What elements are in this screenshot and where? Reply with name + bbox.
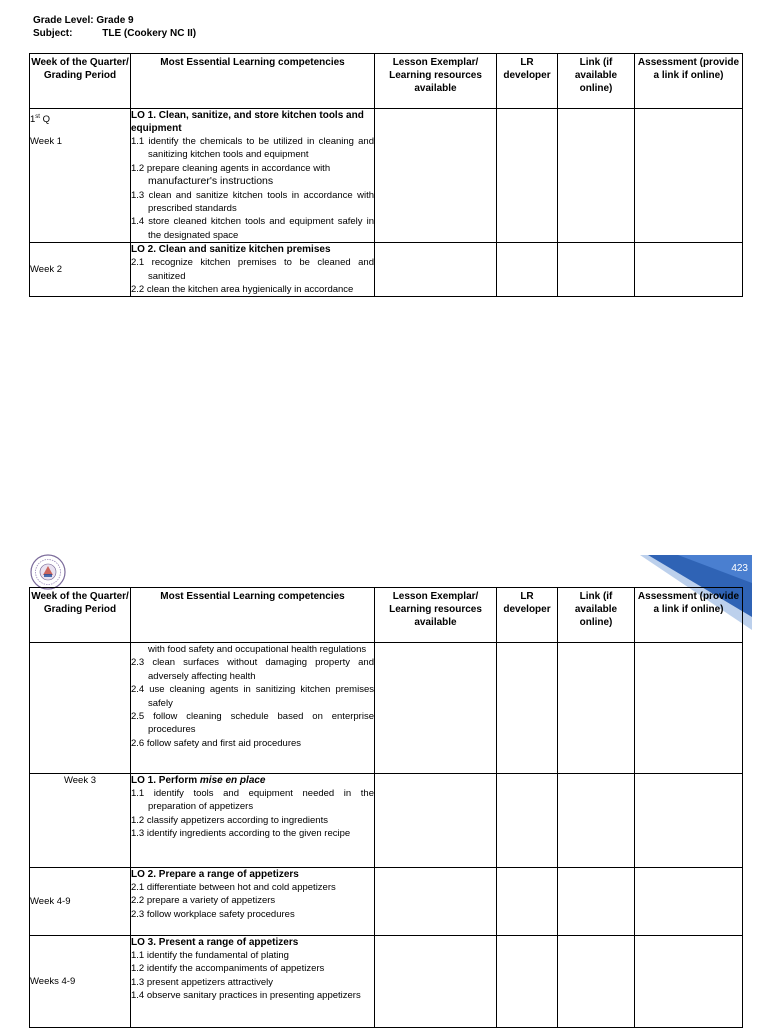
week-cell [30,243,131,297]
competency-item-cont: with food safety and occupational health regulations [148,644,367,655]
melc-table-page2 [29,587,743,1028]
lesson-cell [375,243,497,297]
competency-item: 1.4 store cleaned kitchen tools and equipment safely in the designated space [131,216,374,241]
competency-item: 2.2 clean the kitchen area hygienically in accordance [131,284,354,296]
competency-cell [131,243,375,297]
lr-developer-cell [497,109,558,243]
lr-developer-cell [497,936,558,1028]
competency-item: 2.1 recognize kitchen premises to be cleaned and sanitized [131,257,374,282]
lo-heading: LO 2. Clean and sanitize kitchen premises [131,244,331,256]
col-header-competencies: Most Essential Learning competencies [131,588,375,643]
assessment-cell [635,109,743,243]
col-header-link: Link (if available online) [558,588,635,643]
link-cell [558,868,635,936]
col-header-week: Week of the Quarter/ Grading Period [30,54,131,109]
link-cell [558,643,635,774]
lo-heading: LO 1. Clean, sanitize, and store kitchen tools and equipment [131,110,364,134]
grade-level: Grade Level: Grade 9 [33,15,134,26]
lr-developer-cell [497,243,558,297]
week-label: Week 1 [30,136,63,148]
competency-cell [131,109,375,243]
week-label: Week 2 [30,264,63,276]
assessment-cell [635,868,743,936]
competency-item: 2.3 clean surfaces without damaging property and adversely affecting health [131,657,374,682]
competency-item: 2.4 use cleaning agents in sanitizing kitchen premises safely [131,684,374,709]
competency-item: 1.2 prepare cleaning agents in accordance with [131,162,331,174]
assessment-cell [635,936,743,1028]
competency-item: 1.3 identify ingredients according to the given recipe [131,828,351,840]
quarter-label: 1st Q [30,114,50,126]
week-label: Week 4-9 [30,896,71,907]
week-cell [30,936,131,1028]
deped-seal-icon [30,554,66,590]
subject-line [33,27,196,40]
assessment-cell [635,643,743,774]
link-cell [558,936,635,1028]
lr-developer-cell [497,868,558,936]
table-row [30,868,743,936]
competency-item: 1.1 identify the chemicals to be utilized in cleaning and sanitizing kitchen tools and equipment [131,136,374,161]
subject-label: Subject: [33,28,73,39]
competency-cell [131,936,375,1028]
table-row [30,774,743,868]
competency-item: 1.3 clean and sanitize kitchen tools in accordance with prescribed standards [131,189,374,215]
lesson-cell [375,936,497,1028]
table-row [30,243,743,297]
table-row [30,643,743,774]
col-header-assessment: Assessment (provide a link if online) [635,54,743,109]
week-cell [30,643,131,774]
table-row [30,936,743,1028]
link-cell [558,774,635,868]
page-number: 423 [731,563,748,574]
week-cell [30,868,131,936]
competency-item: 1.2 identify the accompaniments of appetizers [131,963,325,975]
lesson-cell [375,109,497,243]
header-row [30,54,743,109]
lo-heading: LO 3. Present a range of appetizers [131,937,299,948]
competency-item: 2.1 differentiate between hot and cold appetizers [131,882,336,893]
week-cell [30,774,131,868]
lesson-cell [375,774,497,868]
lr-developer-cell [497,774,558,868]
link-cell [558,109,635,243]
competency-cell [131,868,375,936]
col-header-lesson: Lesson Exemplar/ Learning resources available [375,54,497,109]
competency-cell [131,774,375,868]
competency-item: 2.5 follow cleaning schedule based on enterprise procedures [131,711,374,736]
table-row [30,109,743,243]
col-header-competencies: Most Essential Learning competencies [131,54,375,109]
competency-cell [131,643,375,774]
competency-item: 1.2 classify appetizers according to ingredients [131,814,328,826]
competency-item: 2.3 follow workplace safety procedures [131,908,295,920]
lesson-cell [375,868,497,936]
competency-item: 2.2 prepare a variety of appetizers [131,895,276,907]
competency-item: 1.3 present appetizers attractively [131,976,274,988]
col-header-lr-developer: LR developer [497,588,558,643]
week-cell [30,109,131,243]
lr-developer-cell [497,643,558,774]
assessment-cell [635,774,743,868]
week-label: Week 3 [63,775,97,786]
link-cell [558,243,635,297]
competency-item: 1.1 identify the fundamental of plating [131,950,289,961]
lo-heading: LO 2. Prepare a range of appetizers [131,869,299,880]
assessment-cell [635,243,743,297]
col-header-assessment: Assessment (provide a link if online) [635,588,743,643]
header-row [30,588,743,643]
week-label: Weeks 4-9 [30,976,76,987]
lesson-cell [375,643,497,774]
col-header-week: Week of the Quarter/ Grading Period [30,588,131,643]
melc-table-page1 [29,53,743,297]
competency-item: 2.6 follow safety and first aid procedures [131,737,302,749]
col-header-lesson: Lesson Exemplar/ Learning resources available [375,588,497,643]
competency-item: 1.1 identify tools and equipment needed in the preparation of appetizers [131,788,374,813]
competency-item-cont: manufacturer's instructions [148,175,274,188]
col-header-link: Link (if available online) [558,54,635,109]
competency-item: 1.4 observe sanitary practices in presenting appetizers [131,990,361,1002]
subject-value: TLE (Cookery NC II) [102,28,197,39]
col-header-lr-developer: LR developer [497,54,558,109]
lo-heading: LO 1. Perform mise en place [131,775,266,786]
